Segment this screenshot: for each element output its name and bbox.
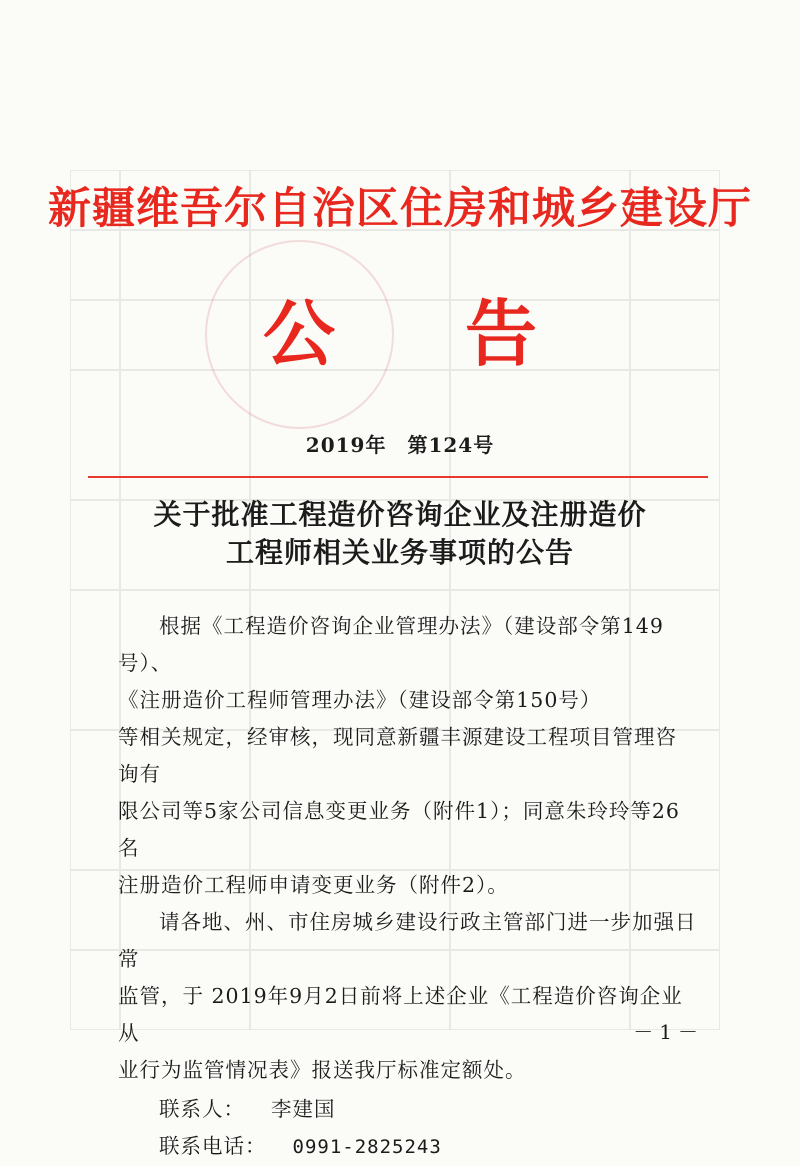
page-number: －1－ — [633, 1020, 704, 1044]
title-line-1: 关于批准工程造价咨询企业及注册造价 — [153, 498, 647, 531]
contact-phone-number: 0991-2825243 — [292, 1136, 442, 1158]
contact-person-name: 李建国 — [271, 1097, 336, 1121]
red-divider-line — [88, 476, 708, 478]
notice-char-1: 公 — [262, 291, 335, 376]
paragraph-1-line-5: 注册造价工程师申请变更业务（附件2）。 — [118, 873, 509, 897]
paragraph-1-line-3: 等相关规定，经审核，现同意新疆丰源建设工程项目管理咨询有 — [118, 725, 677, 786]
document-body — [118, 608, 698, 1166]
paragraph-2-line-2: 监管，于 2019年9月2日前将上述企业《工程造价咨询企业从 — [118, 984, 683, 1045]
document-title — [0, 496, 800, 572]
paragraph-1-line-1: 根据《工程造价咨询企业管理办法》（建设部令第149号）、 — [118, 614, 664, 675]
paragraph-1-line-2: 《注册造价工程师管理办法》（建设部令第150号） — [118, 688, 602, 712]
contact-phone-row — [118, 1128, 698, 1166]
paragraph-2-line-3: 业行为监管情况表》报送我厅标准定额处。 — [118, 1058, 527, 1082]
contact-block — [118, 1091, 698, 1166]
document-number: 2019年 第124号 — [305, 433, 495, 457]
paragraph-1-line-4: 限公司等5家公司信息变更业务（附件1）；同意朱玲玲等26名 — [118, 799, 680, 860]
paragraph-1 — [118, 608, 698, 904]
issuer-name: 新疆维吾尔自治区住房和城乡建设厅 — [48, 184, 752, 234]
title-line-2: 工程师相关业务事项的公告 — [225, 536, 574, 569]
notice-heading — [0, 276, 800, 380]
paragraph-2-line-1: 请各地、州、市住房城乡建设行政主管部门进一步加强日常 — [118, 910, 697, 971]
contact-person-row — [118, 1091, 698, 1128]
paragraph-2 — [118, 904, 698, 1089]
contact-person-label: 联系人： — [159, 1097, 245, 1121]
contact-phone-label: 联系电话： — [159, 1134, 267, 1158]
notice-char-2: 告 — [465, 291, 538, 376]
